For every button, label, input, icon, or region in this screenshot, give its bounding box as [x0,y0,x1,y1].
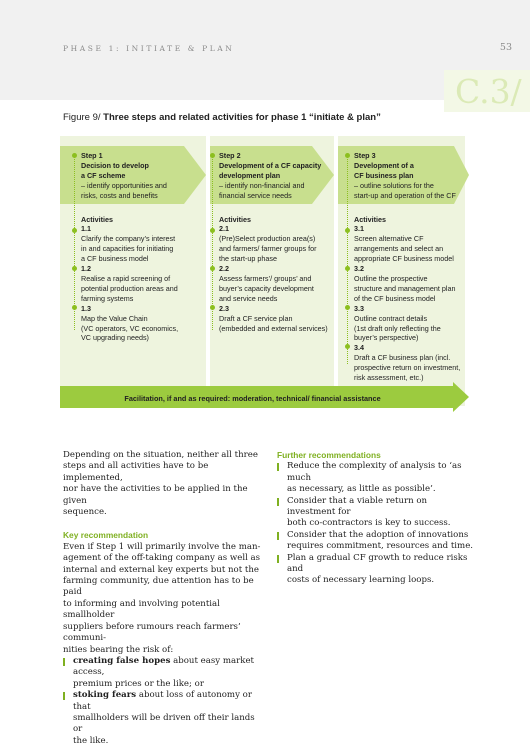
step-desc-line: financial service needs [219,190,292,200]
activity-line: Clarify the company’s interest [81,234,176,244]
activity-line: Map the Value Chain [81,313,148,323]
activity-line: in and capacities for initiating [81,244,174,254]
recommendation-line: both co-contractors is key to success. [287,518,451,529]
activity-dot [345,305,350,310]
intro-line: nor have the activities to be applied in the given [63,484,248,506]
step-2-dotline [212,154,213,330]
activity-number: 3.4 [354,343,364,353]
section-tab-label: C.3/ [455,72,522,111]
activity-line: Draft a CF service plan [219,313,293,323]
step-2-dot [210,153,215,158]
section-tab [444,70,530,112]
activity-number: 2.1 [219,224,229,234]
activity-line: Outline contract details [354,313,428,323]
risk-rest: about loss of autonomy or that [73,690,252,712]
step-label: Step 2 [219,151,241,160]
activity-line: prospective return on investment, [354,363,461,373]
step-desc-line: – identify opportunities and [81,180,167,190]
recommendation-line: as necessary, as little as possible’. [287,484,436,495]
activity-line: buyer’s capacity development [219,283,314,293]
activity-number: 2.3 [219,303,229,313]
activity-line: appropriate CF business model [354,254,454,264]
risk-rest: about easy market access, [73,655,254,678]
step-title-line: Development of a CF capacity [219,160,322,170]
activity-dot [210,266,215,271]
step-desc-line: risks, costs and benefits [81,190,158,200]
activity-line: potential production areas and [81,283,178,293]
recommendation-line: Reduce the complexity of analysis to ‘as much [287,461,462,483]
activity-line: Draft a CF business plan (incl. [354,353,451,363]
recommendation-item [277,461,477,495]
key-line: farming community, due attention has to be paid [63,576,254,598]
page-number: 53 [499,42,512,53]
key-line: Even if Step 1 will primarily involve the man- [63,541,261,552]
recommendation-line: Consider that a viable return on investment for [287,495,428,518]
facilitation-label: Facilitation, if and as required: moderation, technical/ financial assistance [124,394,381,403]
step-title-line: CF business plan [354,170,414,180]
activity-line: farming systems [81,293,134,303]
recommendation-line: requires commitment, resources and time. [287,541,474,552]
step-3-dotline [347,154,348,364]
activity-dot [72,305,77,310]
activity-line: risk assessment, etc.) [354,373,424,383]
activity-line: structure and management plan [354,283,456,293]
activities-heading: Activities [81,214,113,224]
activity-dot [345,266,350,271]
risk-item [63,656,263,690]
step-desc-line: start-up and operation of the CF [354,190,456,200]
activity-line: (embedded and external services) [219,323,328,333]
risk-line: smallholders will be driven off their lands or [73,712,255,735]
recommendation-item [277,553,477,587]
key-line: suppliers before rumours reach farmers’ communi- [63,621,241,644]
activity-line: and service needs [219,293,278,303]
step-2-column [219,151,337,333]
intro-line: steps and all activities have to be implemented, [63,461,209,483]
activities-heading: Activities [354,214,386,224]
step-1-column [81,151,205,343]
further-recommendations-heading: Further recommendations [277,450,381,460]
left-text-column [63,450,263,747]
activity-line: a CF business model [81,254,149,264]
activity-number: 3.1 [354,224,364,234]
activity-line: VC upgrading needs) [81,333,149,343]
activity-dot [345,228,350,233]
figure-caption [63,112,381,123]
activity-number: 3.2 [354,264,364,274]
risk-item [63,690,263,747]
risk-bold: stoking fears [73,690,137,701]
activity-dot [72,266,77,271]
activity-dot [345,344,350,349]
step-3-column [354,151,468,383]
intro-line: sequence. [63,507,107,518]
step-1-dot [72,153,77,158]
step-title-line: Development of a [354,160,414,170]
figure-title: Three steps and related activities for phase 1 “initiate & plan” [103,112,381,123]
key-line: to informing and involving potential smallholder [63,598,220,621]
activity-line: Assess farmers’/ groups’ and [219,273,312,283]
step-3-dot [345,153,350,158]
process-diagram [60,136,470,416]
activity-line: the start-up phase [219,254,277,264]
running-head: PHASE 1: INITIATE & PLAN [63,44,235,53]
key-line: nities bearing the risk of: [63,644,174,655]
step-title-line: Decision to develop [81,160,149,170]
activity-dot [210,228,215,233]
figure-number: Figure 9/ [63,112,101,123]
activity-number: 1.2 [81,264,91,274]
step-desc-line: – identify non-financial and [219,180,305,190]
activity-line: Screen alternative CF [354,234,424,244]
recommendation-line: costs of necessary learning loops. [287,575,435,586]
step-title-line: a CF scheme [81,170,126,180]
recommendation-line: Plan a gradual CF growth to reduce risks and [287,552,468,575]
activity-line: Realise a rapid screening of [81,273,171,283]
activity-number: 1.3 [81,303,91,313]
step-1-dotline [74,154,75,330]
activity-number: 1.1 [81,224,91,234]
activity-number: 2.2 [219,264,229,274]
activity-line: of the CF business model [354,293,436,303]
activity-line: (VC operators, VC economics, [81,323,179,333]
activity-dot [72,228,77,233]
recommendation-item [277,530,477,553]
activity-line: arrangements and select an [354,244,444,254]
activities-heading: Activities [219,214,251,224]
risk-bold: creating false hopes [73,655,171,666]
recommendation-line: Consider that the adoption of innovations [287,529,469,540]
step-label: Step 3 [354,151,376,160]
intro-line: Depending on the situation, neither all three [63,450,258,460]
step-desc-line: – outline solutions for the [354,180,434,190]
risk-line: premium prices or the like; or [73,678,204,689]
right-text-column [277,450,477,587]
step-label: Step 1 [81,151,103,160]
recommendation-item [277,496,477,530]
key-line: agement of the off-taking company as well as [63,553,261,564]
activity-line: (Pre)Select production area(s) [219,234,316,244]
step-title-line: development plan [219,170,281,180]
activity-dot [210,305,215,310]
risk-line: the like. [73,735,109,746]
activity-line: (1st draft only reflecting the [354,323,441,333]
key-recommendation-heading: Key recommendation [63,530,149,541]
activity-line: Outline the prospective [354,273,428,283]
activity-line: and farmers/ farmer groups for [219,244,317,254]
key-line: internal and external key experts but not the [63,564,259,575]
activity-line: buyer’s perspective) [354,333,419,343]
activity-number: 3.3 [354,303,364,313]
